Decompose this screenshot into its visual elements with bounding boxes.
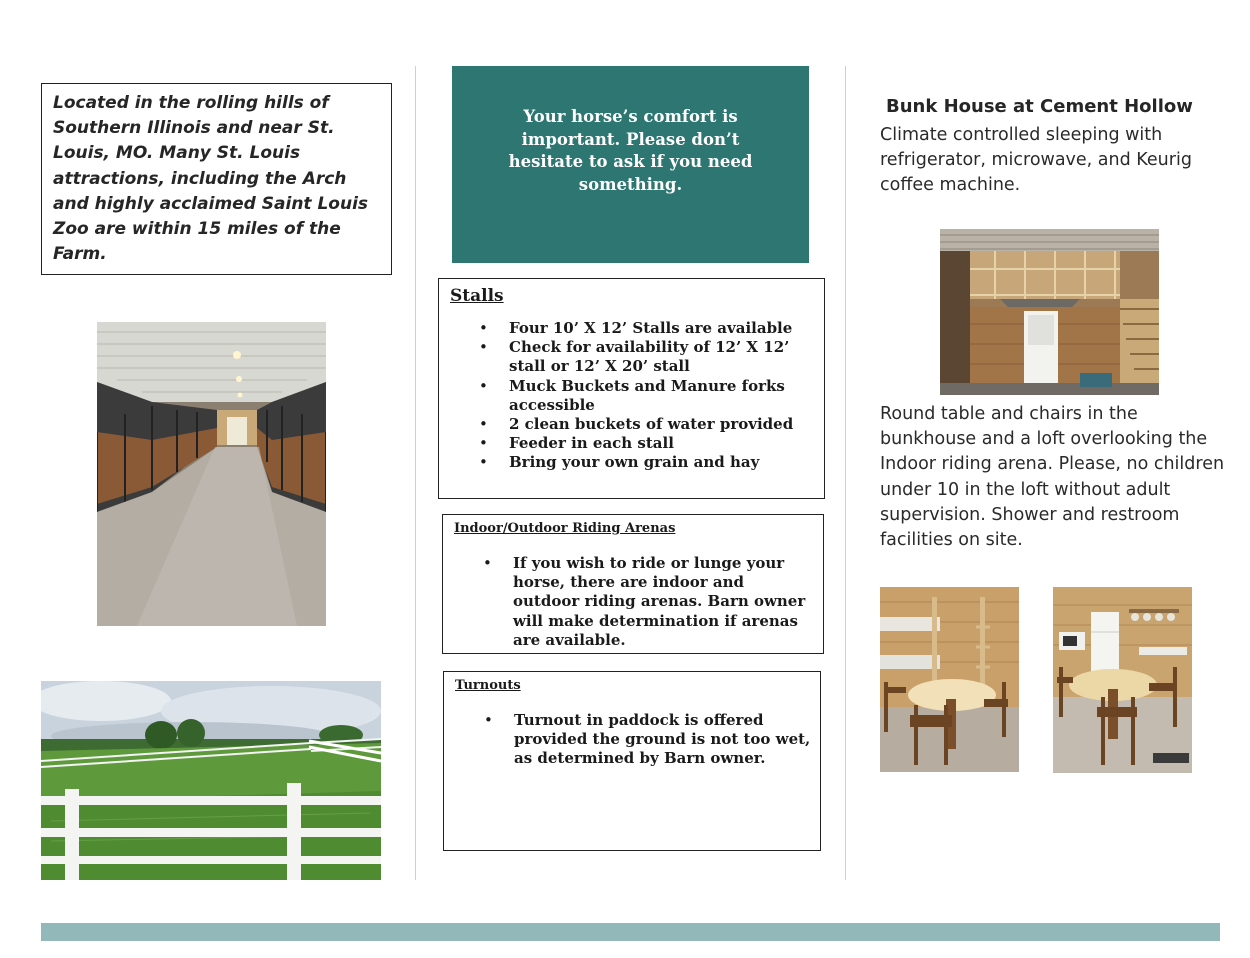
bunkroom-table-photo [880,587,1019,772]
list-item: • Muck Buckets and Manure forks accessible [509,377,809,415]
banner-text: Your horse’s comfort is important. Please don’t hesitate to ask if you need something. [508,107,753,194]
column-divider-right [845,66,846,880]
stalls-box [438,278,825,499]
bunkhouse-description-2: Round table and chairs in the bunkhouse and a loft overlooking the Indoor riding arena. Please, no children under 10 in the loft without adult supervision. Shower and restroom facilities on site. [880,404,1225,551]
stalls-list [509,319,809,473]
column-divider-left [415,66,416,880]
turnouts-list [514,711,814,769]
barn-aisle-photo [97,322,326,626]
intro-textbox [41,83,392,275]
riding-arenas-box [442,514,824,654]
comfort-banner [452,66,809,263]
list-item: • If you wish to ride or lunge your horse, there are indoor and outdoor riding arenas. Barn owner will make determination if arenas are available. [513,554,809,650]
pasture-fence-photo [41,681,381,880]
kitchen-table-photo [1053,587,1192,773]
arenas-title: Indoor/Outdoor Riding Arenas [454,521,676,536]
list-item: • Feeder in each stall [509,434,809,453]
list-item: • 2 clean buckets of water provided [509,415,809,434]
bunkhouse-loft-photo [940,229,1159,395]
intro-text: Located in the rolling hills of Southern Illinois and near St. Louis, MO. Many St. Louis attractions, including the Arch and highly acclaimed Saint Louis Zoo are within 15 miles of the Farm. [53,93,369,265]
stalls-title: Stalls [450,286,504,306]
bunkhouse-description: Climate controlled sleeping with refrigerator, microwave, and Keurig coffee machine. [880,125,1192,196]
list-item: • Four 10’ X 12’ Stalls are available [509,319,809,338]
turnouts-box [443,671,821,851]
list-item: • Turnout in paddock is offered provided the ground is not too wet, as determined by Barn owner. [514,711,814,769]
list-item: • Check for availability of 12’ X 12’ stall or 12’ X 20’ stall [509,338,809,376]
footer-bar [41,923,1220,941]
turnouts-title: Turnouts [455,678,521,693]
list-item: • Bring your own grain and hay [509,453,809,472]
bunkhouse-title: Bunk House at Cement Hollow [886,96,1193,117]
arenas-list [513,554,809,650]
